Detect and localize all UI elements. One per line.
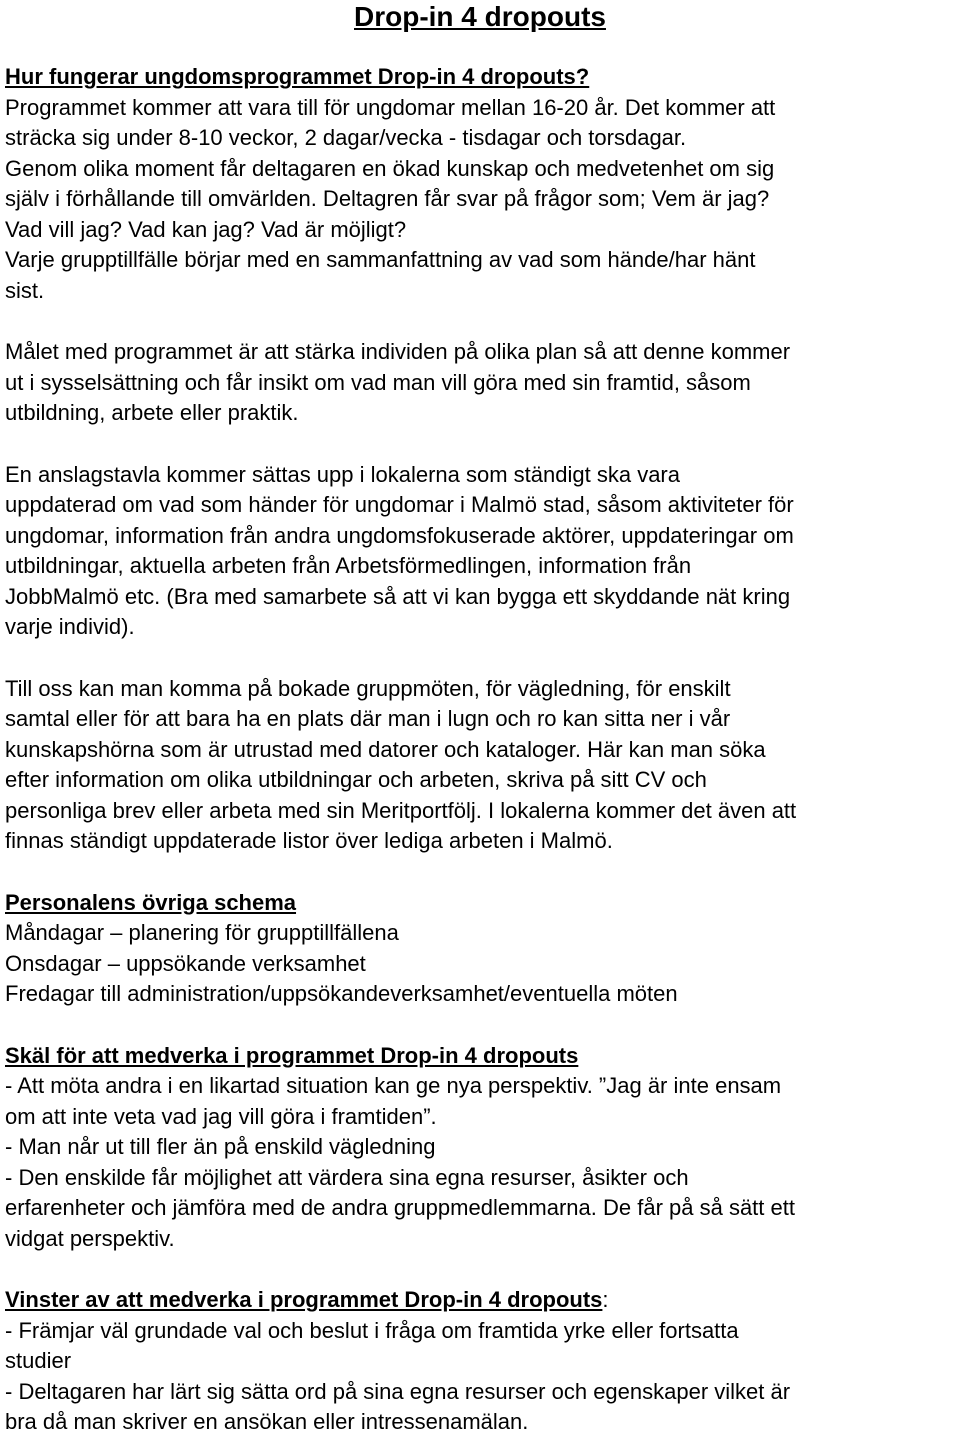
list-item: - Deltagaren har lärt sig sätta ord på sina egna resurser och egenskaper vilket är [5, 1378, 791, 1404]
text-line: utbildningar, aktuella arbeten från Arbetsförmedlingen, information från [5, 553, 692, 578]
text-line: Målet med programmet är att stärka individen på olika plan så att denne kommer [5, 339, 791, 364]
list-item: Fredagar till administration/uppsökandeverksamhet/eventuella möten [5, 981, 678, 1006]
paragraph-visit-us [5, 674, 955, 857]
section-visit-us [5, 674, 955, 857]
text-line: sist. [5, 277, 45, 303]
list-item: bra då man skriver en ansökan eller intressenamälan. [5, 1409, 529, 1434]
text-line: Genom olika moment får deltagaren en ökad kunskap och medvetenhet om sig [5, 155, 775, 181]
text-line: utbildning, arbete eller praktik. [5, 400, 299, 425]
text-line: varje individ). [5, 614, 135, 639]
list-item: erfarenheter och jämföra med de andra gruppmedlemmarna. De får på så sätt ett [5, 1195, 795, 1220]
list-item: - Den enskilde får möjlighet att värdera sina egna resurser, åsikter och [5, 1164, 689, 1190]
text-line: kunskapshörna som är utrustad med datorer och kataloger. Här kan man söka [5, 736, 766, 762]
text-line: ut i sysselsättning och får insikt om vad man vill göra med sin framtid, såsom [5, 369, 751, 395]
list-staff-schedule [5, 918, 955, 1010]
text-line: uppdaterad om vad som händer för ungdomar i Malmö stad, såsom aktiviteter för [5, 492, 794, 517]
list-item: studier [5, 1348, 72, 1373]
section-heading-staff-schedule: Personalens övriga schema [5, 889, 297, 915]
text-line: ungdomar, information från andra ungdomsfokuserade aktörer, uppdateringar om [5, 522, 794, 548]
text-line: Till oss kan man komma på bokade gruppmöten, för vägledning, för enskilt [5, 675, 731, 701]
section-goal [5, 337, 955, 429]
text-line: En anslagstavla kommer sättas upp i lokalerna som ständigt ska vara [5, 461, 680, 487]
list-item: - Främjar väl grundade val och beslut i fråga om framtida yrke eller fortsatta [5, 1317, 739, 1343]
list-item: Måndagar – planering för grupptillfällena [5, 920, 399, 945]
list-benefits [5, 1316, 955, 1438]
text-line: finnas ständigt uppdaterade listor över lediga arbeten i Malmö. [5, 828, 613, 853]
text-line: själv i förhållande till omvärlden. Deltagren får svar på frågor som; Vem är jag? [5, 186, 770, 211]
text-line: Vad vill jag? Vad kan jag? Vad är möjligt? [5, 216, 407, 242]
section-notice-board [5, 460, 955, 643]
list-item: om att inte veta vad jag vill göra i framtiden”. [5, 1103, 437, 1129]
section-heading-benefits-wrapper [5, 1285, 955, 1316]
list-reasons [5, 1071, 955, 1254]
text-line: Varje grupptillfälle börjar med en sammanfattning av vad som hände/har hänt [5, 247, 756, 272]
document-page [5, 0, 955, 1438]
text-line: JobbMalmö etc. (Bra med samarbete så att vi kan bygga ett skyddande nät kring [5, 583, 791, 609]
section-how-it-works [5, 62, 955, 306]
section-heading-how-it-works: Hur fungerar ungdomsprogrammet Drop-in 4 dropouts? [5, 64, 590, 89]
text-line: efter information om olika utbildningar och arbeten, skriva på sitt CV och [5, 767, 707, 792]
heading-colon: : [602, 1287, 609, 1312]
text-line: sträcka sig under 8-10 veckor, 2 dagar/vecka - tisdagar och torsdagar. [5, 125, 687, 150]
paragraph-how-it-works [5, 93, 955, 307]
section-staff-schedule [5, 888, 955, 1010]
list-item: vidgat perspektiv. [5, 1225, 175, 1251]
section-heading-benefits: Vinster av att medverka i programmet Drop-in 4 dropouts [5, 1287, 603, 1312]
text-line: samtal eller för att bara ha en plats där man i lugn och ro kan sitta ner i vår [5, 706, 731, 731]
text-line: personliga brev eller arbeta med sin Meritportfölj. I lokalerna kommer det även att [5, 797, 797, 823]
section-benefits [5, 1285, 955, 1438]
text-line: Programmet kommer att vara till för ungdomar mellan 16-20 år. Det kommer att [5, 94, 776, 120]
page-title: Drop-in 4 dropouts [354, 1, 606, 32]
list-item: Onsdagar – uppsökande verksamhet [5, 950, 366, 976]
section-heading-reasons: Skäl för att medverka i programmet Drop-in 4 dropouts [5, 1042, 579, 1068]
list-item: - Man når ut till fler än på enskild vägledning [5, 1134, 436, 1159]
paragraph-notice-board [5, 460, 955, 643]
section-reasons [5, 1041, 955, 1255]
list-item: - Att möta andra i en likartad situation kan ge nya perspektiv. ”Jag är inte ensam [5, 1073, 782, 1098]
paragraph-goal [5, 337, 955, 429]
